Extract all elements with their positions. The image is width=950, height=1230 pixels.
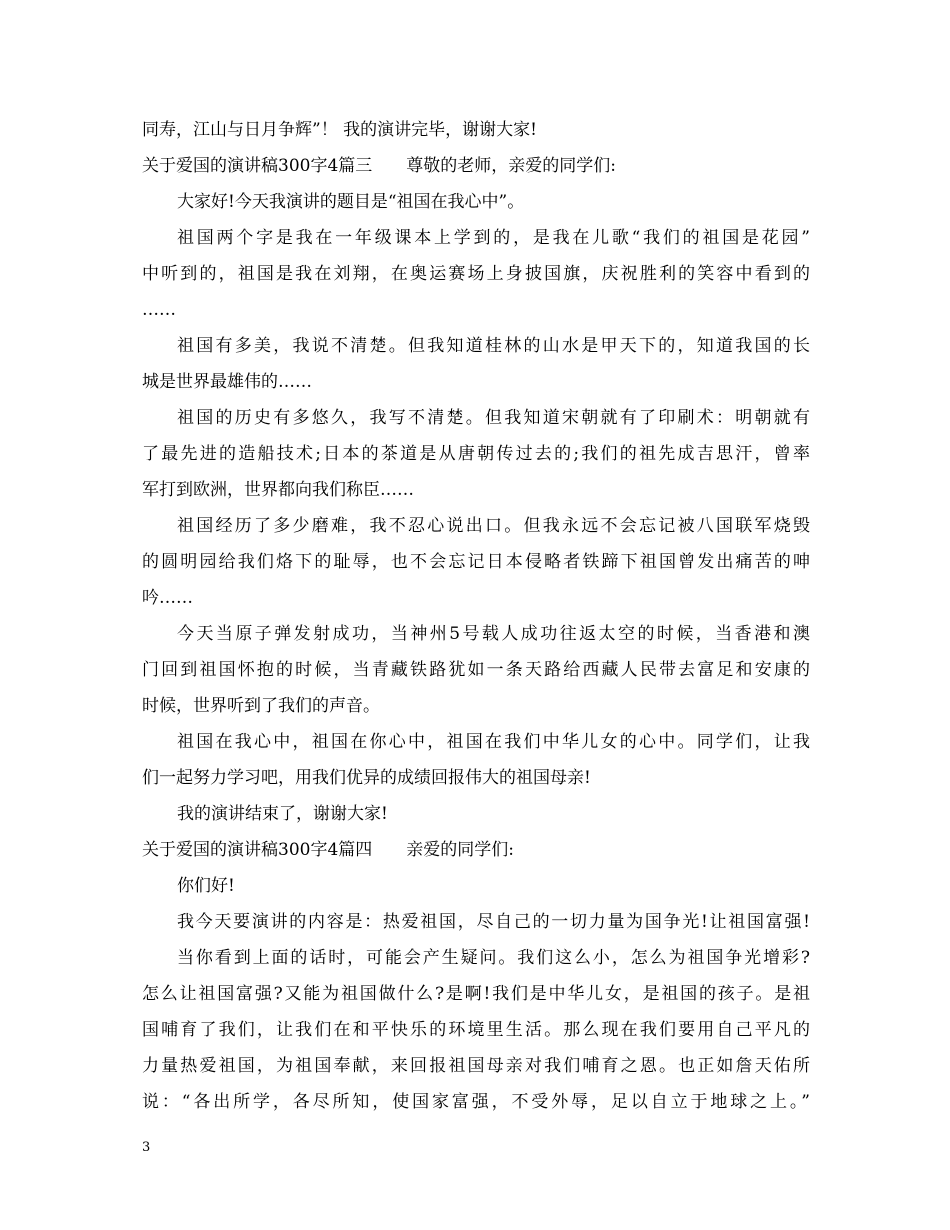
text-line: 同寿，江山与日月争辉”！ 我的演讲完毕，谢谢大家! bbox=[142, 120, 537, 140]
salutation: 尊敬的老师，亲爱的同学们: bbox=[406, 156, 616, 176]
text-line: 祖国在我心中，祖国在你心中，祖国在我们中华儿女的心中。同学们，让我 bbox=[177, 732, 810, 752]
text-line: 你们好! bbox=[177, 876, 235, 896]
section-heading-line bbox=[142, 832, 810, 868]
section-heading: 关于爱国的演讲稿300字4篇三 bbox=[142, 156, 373, 176]
text-line: 今天当原子弹发射成功，当神州5号载人成功往返太空的时候，当香港和澳 bbox=[177, 624, 810, 644]
text-line: 中听到的，祖国是我在刘翔，在奥运赛场上身披国旗，庆祝胜利的笑容中看到的 bbox=[142, 264, 810, 284]
document-body bbox=[142, 112, 810, 1120]
text-line: 我的演讲结束了，谢谢大家! bbox=[177, 804, 388, 824]
text-line: 祖国经历了多少磨难，我不忍心说出口。但我永远不会忘记被八国联军烧毁 bbox=[177, 516, 810, 536]
page-number: 3 bbox=[142, 1140, 151, 1155]
text-line: 军打到欧洲，世界都向我们称臣…… bbox=[142, 480, 414, 500]
text-line: 祖国两个字是我在一年级课本上学到的，是我在儿歌“我们的祖国是花园” bbox=[177, 228, 810, 248]
text-line: 国哺育了我们，让我们在和平快乐的环境里生活。那么现在我们要用自己平凡的 bbox=[142, 1020, 810, 1040]
text-line: 大家好!今天我演讲的题目是“祖国在我心中”。 bbox=[177, 192, 525, 212]
text-line: 的圆明园给我们烙下的耻辱，也不会忘记日本侵略者铁蹄下祖国曾发出痛苦的呻 bbox=[142, 552, 810, 572]
text-line: 当你看到上面的话时，可能会产生疑问。我们这么小，怎么为祖国争光增彩? bbox=[177, 948, 810, 968]
text-line: 城是世界最雄伟的…… bbox=[142, 372, 312, 392]
text-line: 了最先进的造船技术;日本的茶道是从唐朝传过去的;我们的祖先成吉思汗，曾率 bbox=[142, 444, 810, 464]
text-line: 怎么让祖国富强?又能为祖国做什么?是啊!我们是中华儿女，是祖国的孩子。是祖 bbox=[142, 984, 810, 1004]
text-line: 祖国的历史有多悠久，我写不清楚。但我知道宋朝就有了印刷术：明朝就有 bbox=[177, 408, 810, 428]
salutation: 亲爱的同学们: bbox=[406, 840, 514, 860]
text-line: 力量热爱祖国，为祖国奉献，来回报祖国母亲对我们哺育之恩。也正如詹天佑所 bbox=[142, 1056, 810, 1076]
text-line: 吟…… bbox=[142, 588, 193, 608]
text-line: 我今天要演讲的内容是：热爱祖国，尽自己的一切力量为国争光!让祖国富强! bbox=[177, 912, 810, 932]
text-line: 们一起努力学习吧，用我们优异的成绩回报伟大的祖国母亲! bbox=[142, 768, 591, 788]
text-line: 时候，世界听到了我们的声音。 bbox=[142, 696, 380, 716]
text-line: 门回到祖国怀抱的时候，当青藏铁路犹如一条天路给西藏人民带去富足和安康的 bbox=[142, 660, 810, 680]
text-line: …… bbox=[142, 300, 176, 320]
section-heading-line bbox=[142, 148, 810, 184]
text-line: 祖国有多美，我说不清楚。但我知道桂林的山水是甲天下的，知道我国的长 bbox=[177, 336, 810, 356]
text-line: 说：“各出所学，各尽所知，使国家富强，不受外辱，足以自立于地球之上。” bbox=[142, 1092, 810, 1112]
section-heading: 关于爱国的演讲稿300字4篇四 bbox=[142, 840, 373, 860]
